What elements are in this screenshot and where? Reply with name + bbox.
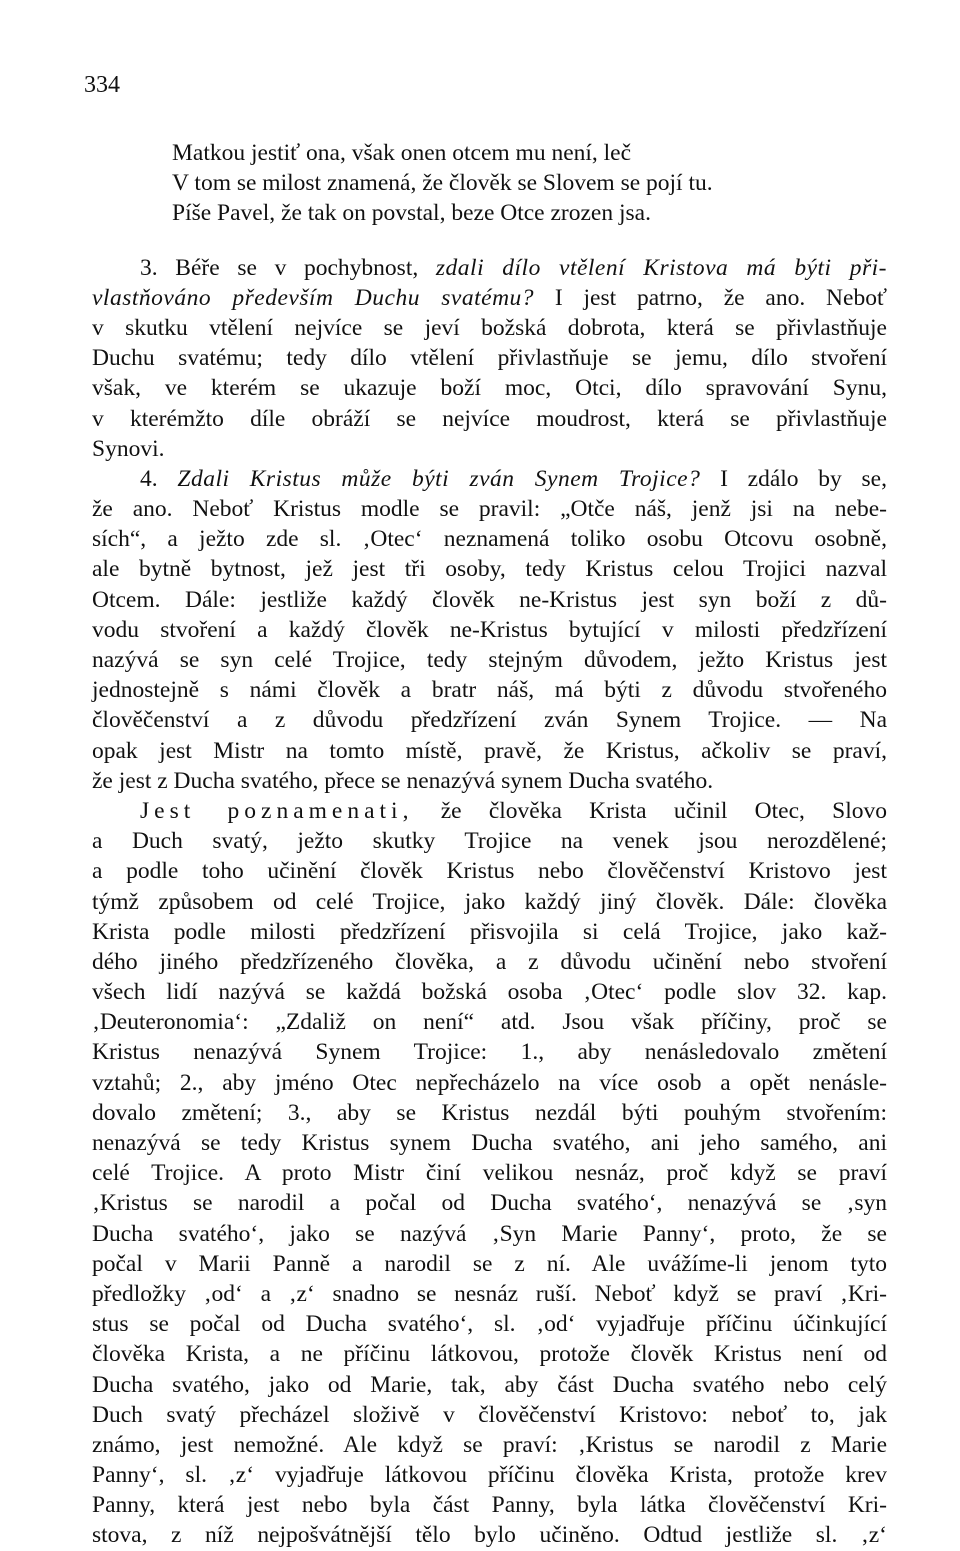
paragraph-5-line: dého jiného předzřízeného člověka, a z důvodu učinění nebo stvoření <box>92 948 887 975</box>
paragraph-5-line: a Duch svatý, ježto skutky Trojice na venek jsou nerozdělené; <box>92 828 887 855</box>
paragraph-5-line: Panny‘, sl. ‚z‘ vyjadřuje látkovou příčinu člověka Krista, protože krev <box>92 1462 887 1489</box>
paragraph-3-line-6: v kterémžto díle obráží se nejvíce moudrost, která se přivlastňuje <box>92 405 887 432</box>
paragraph-5-line: ‚Kristus se narodil a počal od Ducha svatého‘, nenazývá se ‚syn <box>92 1190 887 1217</box>
paragraph-4-number: 4. <box>140 465 178 492</box>
paragraph-5-line: stova, z níž nejpošvátnější tělo bylo učiněno. Odtud jestliže sl. ‚z‘ <box>92 1522 887 1549</box>
paragraph-4-line: sích“, a ježto zde sl. ‚Otec‘ neznamená toliko osobu Otcovu osobně, <box>92 526 887 553</box>
paragraph-3-line-4: Duchu svatému; tedy dílo vtělení přivlastňuje se jemu, dílo stvoření <box>92 345 887 372</box>
paragraph-5-line: a podle toho učinění člověk Kristus nebo člověčenství Kristovo jest <box>92 858 887 885</box>
paragraph-3-answer: I jest patrno, že ano. Neboť <box>534 284 887 311</box>
paragraph-5-line: Krista podle milosti předzřízení přisvojila si celá Trojice, jako kaž- <box>92 918 887 945</box>
paragraph-5-line: člověka Krista, a ne příčinu látkovou, protože člověk Kristus není od <box>92 1341 887 1368</box>
paragraph-4-answer: I zdálo by se, <box>700 465 887 492</box>
paragraph-5-line: známo, jest nemožné. Ale když se praví: ‚Kristus se narodil z Marie <box>92 1431 887 1458</box>
paragraph-3-line-5: však, ve kterém se ukazuje boží moc, Otci, dílo spravování Synu, <box>92 375 887 402</box>
verse-line-1: Matkou jestiť ona, však onen otcem mu není, leč <box>172 140 632 166</box>
paragraph-5-line-1 <box>92 796 887 826</box>
paragraph-4-line: Otcem. Dále: jestliže každý člověk ne-Kristus jest syn boží z dů- <box>92 586 887 613</box>
verse-line-2: V tom se milost znamená, že člověk se Slovem se pojí tu. <box>172 170 713 197</box>
verse-line-3: Píše Pavel, že tak on povstal, beze Otce zrozen jsa. <box>172 200 651 227</box>
paragraph-5-line: týmž způsobem od celé Trojice, jako každý jiný člověk. Dále: člověka <box>92 888 887 915</box>
paragraph-4-line: nazývá se syn celé Trojice, tedy stejným důvodem, ježto Kristus jest <box>92 647 887 673</box>
paragraph-3-line-3: v skutku vtělení nejvíce se jeví božská dobrota, která se přivlastňuje <box>92 314 887 341</box>
paragraph-4-line: vodu stvoření a každý člověk ne-Kristus bytující v milosti předzřízení <box>92 616 887 643</box>
verse-gap <box>92 229 887 253</box>
paragraph-5-line: Panny, která jest nebo byla část Panny, byla látka člověčenství Kri- <box>92 1492 887 1519</box>
paragraph-3-number: 3. Béře se v pochybnost, <box>140 254 436 281</box>
paragraph-3-line-2 <box>92 283 887 313</box>
paragraph-5-line: ‚Deuteronomia‘: „Zdaliž on není“ atd. Jsou však příčiny, proč se <box>92 1009 887 1036</box>
page-number: 334 <box>84 72 120 98</box>
paragraph-5-line-1-rest: že člověka Krista učinil Otec, Slovo <box>413 797 887 824</box>
paragraph-5-line: Kristus nenazývá Synem Trojice: 1., aby nenásledovalo změtení <box>92 1039 887 1066</box>
paragraph-4-line: opak jest Mistr na tomto místě, pravě, že Kristus, ačkoliv se praví, <box>92 737 887 764</box>
paragraph-5-spaced-phrase: Jest poznamenati, <box>140 797 414 824</box>
paragraph-4-line: že ano. Neboť Kristus modle se pravil: „Otče náš, jenž jsi na nebe- <box>92 496 887 523</box>
page-body <box>92 138 887 1551</box>
paragraph-4-line: člověčenství a z důvodu předzřízení zván Synem Trojice. — Na <box>92 707 887 734</box>
paragraph-4-line: že jest z Ducha svatého, přece se nenazývá synem Ducha svatého. <box>92 767 714 794</box>
paragraph-5-line: Ducha svatého‘, jako se nazývá ‚Syn Marie Panny‘, proto, že se <box>92 1220 887 1247</box>
paragraph-5-line: všech lidí nazývá se každá božská osoba ‚Otec‘ podle slov 32. kap. <box>92 979 887 1006</box>
paragraph-4-question: Zdali Kristus může býti zván Synem Trojice? <box>177 465 701 492</box>
paragraph-4-line: ale bytně bytnost, jež jest tři osoby, tedy Kristus celou Trojici nazval <box>92 556 887 583</box>
paragraph-3-line-7: Synovi. <box>92 435 165 462</box>
paragraph-5-line: celé Trojice. A proto Mistr činí velikou nesnáz, proč když se praví <box>92 1160 887 1187</box>
paragraph-5-line: nenazývá se tedy Kristus synem Ducha svatého, ani jeho samého, ani <box>92 1130 887 1156</box>
paragraph-3-question-cont: vlastňováno především Duchu svatému? <box>92 284 535 311</box>
paragraph-5-line: Duch svatý přecházel složivě v člověčenství Kristovo: neboť to, jak <box>92 1401 887 1428</box>
paragraph-5-line: dovalo změtení; 3., aby se Kristus nezdál býti pouhým stvořením: <box>92 1099 887 1126</box>
paragraph-5-line: vztahů; 2., aby jméno Otec nepřecházelo na více osob a opět nenásle- <box>92 1069 887 1096</box>
paragraph-5-line: stus se počal od Ducha svatého‘, sl. ‚od‘ vyjadřuje příčinu účinkující <box>92 1311 887 1338</box>
paragraph-5-line: předložky ‚od‘ a ‚z‘ snadno se nesnáz ruší. Neboť když se praví ‚Kri- <box>92 1280 887 1307</box>
paragraph-5-line: Ducha svatého, jako od Marie, tak, aby část Ducha svatého nebo celý <box>92 1371 887 1398</box>
paragraph-3-question: zdali dílo vtělení Kristova má býti při- <box>435 254 887 281</box>
paragraph-4-line: jednostejně s námi člověk a bratr náš, má býti z důvodu stvořeného <box>92 677 887 704</box>
paragraph-4-line-1 <box>92 464 887 494</box>
paragraph-3-line-1 <box>92 253 887 283</box>
paragraph-5-line: počal v Marii Panně a narodil se z ní. Ale uvážíme-li jenom tyto <box>92 1250 887 1277</box>
